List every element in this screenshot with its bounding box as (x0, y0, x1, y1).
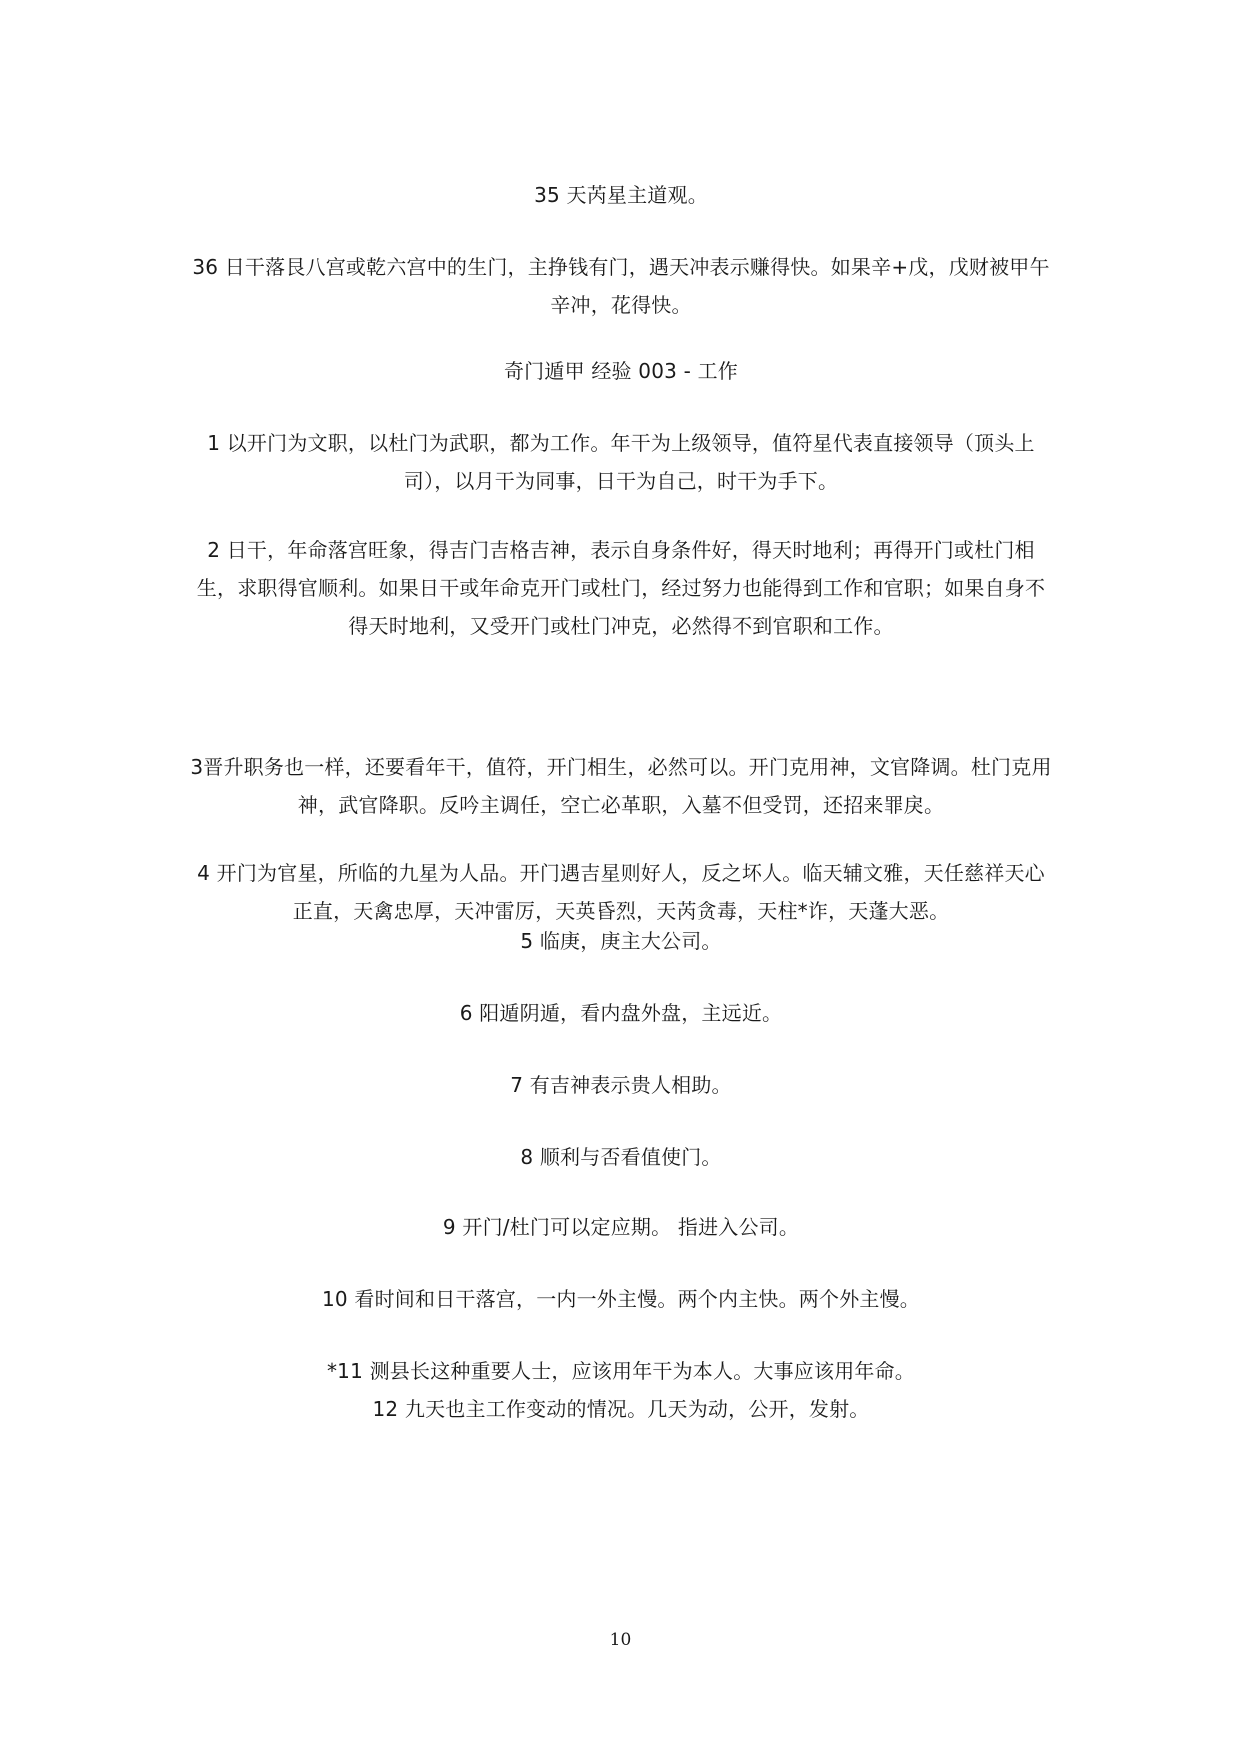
paragraph-2: 2 日干，年命落宫旺象，得吉门吉格吉神，表示自身条件好，得天时地利；再得开门或杜门相生，求职得官顺利。如果日干或年命克开门或杜门，经过努力也能得到工作和官职；如果自身不得天时地利，又受开门或杜门冲克，必然得不到官职和工作。 (196, 538, 1046, 638)
section-heading: 奇门遁甲 经验 003 - 工作 (503, 359, 739, 383)
paragraph-9: 9 开门/杜门可以定应期。 指进入公司。 (442, 1215, 800, 1239)
paragraph-3: 3晋升职务也一样，还要看年干，值符，开门相生，必然可以。开门克用神，文官降调。杜门克用神，武官降职。反吟主调任，空亡必革职，入墓不但受罚，还招来罪戾。 (190, 755, 1052, 817)
paragraph-4: 4 开门为官星，所临的九星为人品。开门遇吉星则好人，反之坏人。临天辅文雅，天任慈祥天心正直，天禽忠厚，天冲雷厉，天英昏烈，天芮贪毒，天柱*诈，天蓬大恶。 (197, 861, 1045, 923)
paragraph-35: 35 天芮星主道观。 (534, 183, 708, 207)
paragraph-7: 7 有吉神表示贵人相助。 (510, 1073, 732, 1097)
paragraph-5: 5 临庚，庚主大公司。 (520, 929, 722, 953)
page-number: 10 (609, 1630, 632, 1650)
paragraph-12: 12 九天也主工作变动的情况。几天为动，公开，发射。 (372, 1397, 870, 1421)
paragraph-10: 10 看时间和日干落宫，一内一外主慢。两个内主快。两个外主慢。 (321, 1287, 920, 1311)
paragraph-6: 6 阳遁阴遁，看内盘外盘，主远近。 (459, 1001, 783, 1025)
paragraph-36: 36 日干落艮八宫或乾六宫中的生门，主挣钱有门，遇天冲表示赚得快。如果辛+戊，戊财被甲午辛冲，花得快。 (192, 255, 1050, 317)
paragraph-11: *11 测县长这种重要人士，应该用年干为本人。大事应该用年命。 (326, 1359, 915, 1383)
paragraph-8: 8 顺利与否看值使门。 (520, 1145, 722, 1169)
paragraph-1: 1 以开门为文职，以杜门为武职，都为工作。年干为上级领导，值符星代表直接领导（顶头上司），以月干为同事，日干为自己，时干为手下。 (207, 431, 1035, 493)
